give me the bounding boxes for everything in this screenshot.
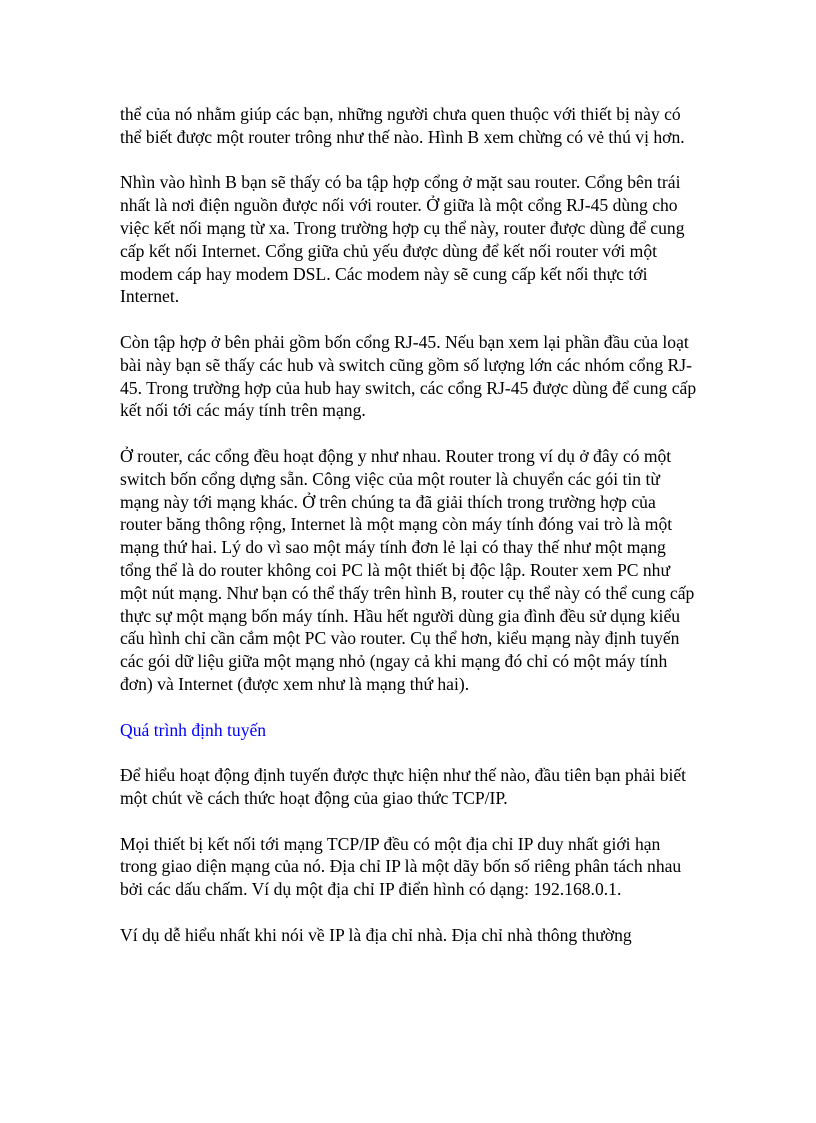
paragraph-rj45-ports: Còn tập hợp ở bên phải gồm bốn cổng RJ-45. Nếu bạn xem lại phần đầu của loạt bài này bạn sẽ thấy các hub và switch cũng gồm số lượng lớn các nhóm cổng RJ-45. Trong trường hợp của hub hay switch, các cổng RJ-45 được dùng để cung cấp kết nối tới các máy tính trên mạng.: [120, 331, 697, 421]
paragraph-ip-address: Mọi thiết bị kết nối tới mạng TCP/IP đều có một địa chỉ IP duy nhất giới hạn trong giao diện mạng của nó. Địa chỉ IP là một dãy bốn số riêng phân tách nhau bởi các dấu chấm. Ví dụ một địa chỉ IP điển hình có dạng: 192.168.0.1.: [120, 833, 682, 900]
document-page: [120, 103, 700, 946]
paragraph-ip-analogy: Ví dụ dễ hiểu nhất khi nói về IP là địa chỉ nhà. Địa chỉ nhà thông thường: [120, 924, 632, 945]
paragraph-router-intro: thể của nó nhằm giúp các bạn, những người chưa quen thuộc với thiết bị này có thể biết được một router trông như thế nào. Hình B xem chừng có vẻ thú vị hơn.: [120, 104, 685, 147]
section-heading-routing-process: Quá trình định tuyến: [120, 719, 267, 740]
paragraph-tcpip-intro: Để hiểu hoạt động định tuyến được thực hiện như thế nào, đầu tiên bạn phải biết một chút về cách thức hoạt động của giao thức TCP/IP.: [120, 765, 687, 808]
paragraph-router-function: Ở router, các cổng đều hoạt động y như nhau. Router trong ví dụ ở đây có một switch bốn cổng dựng sẵn. Công việc của một router là chuyển các gói tin từ mạng này tới mạng khác. Ở trên chúng ta đã giải thích trong trường hợp của router băng thông rộng, Internet là một mạng còn máy tính đóng vai trò là một mạng thứ hai. Lý do vì sao một máy tính đơn lẻ lại có thay thế như một mạng tổng thể là do router không coi PC là một thiết bị độc lập. Router xem PC như một nút mạng. Như bạn có thể thấy trên hình B, router cụ thể này có thể cung cấp thực sự một mạng bốn máy tính. Hầu hết người dùng gia đình đều sử dụng kiểu cấu hình chỉ cần cắm một PC vào router. Cụ thể hơn, kiểu mạng này định tuyến các gói dữ liệu giữa một mạng nhỏ (ngay cả khi mạng đó chỉ có một máy tính đơn) và Internet (được xem như là mạng thứ hai).: [120, 445, 695, 694]
paragraph-figure-b-ports: Nhìn vào hình B bạn sẽ thấy có ba tập hợp cổng ở mặt sau router. Cổng bên trái nhất là nơi điện nguồn được nối với router. Ở giữa là một cổng RJ-45 dùng cho việc kết nối mạng từ xa. Trong trường hợp cụ thể này, router được dùng để cung cấp kết nối Internet. Cổng giữa chủ yếu được dùng để kết nối router với một modem cáp hay modem DSL. Các modem này sẽ cung cấp kết nối thực tới Internet.: [120, 172, 685, 307]
